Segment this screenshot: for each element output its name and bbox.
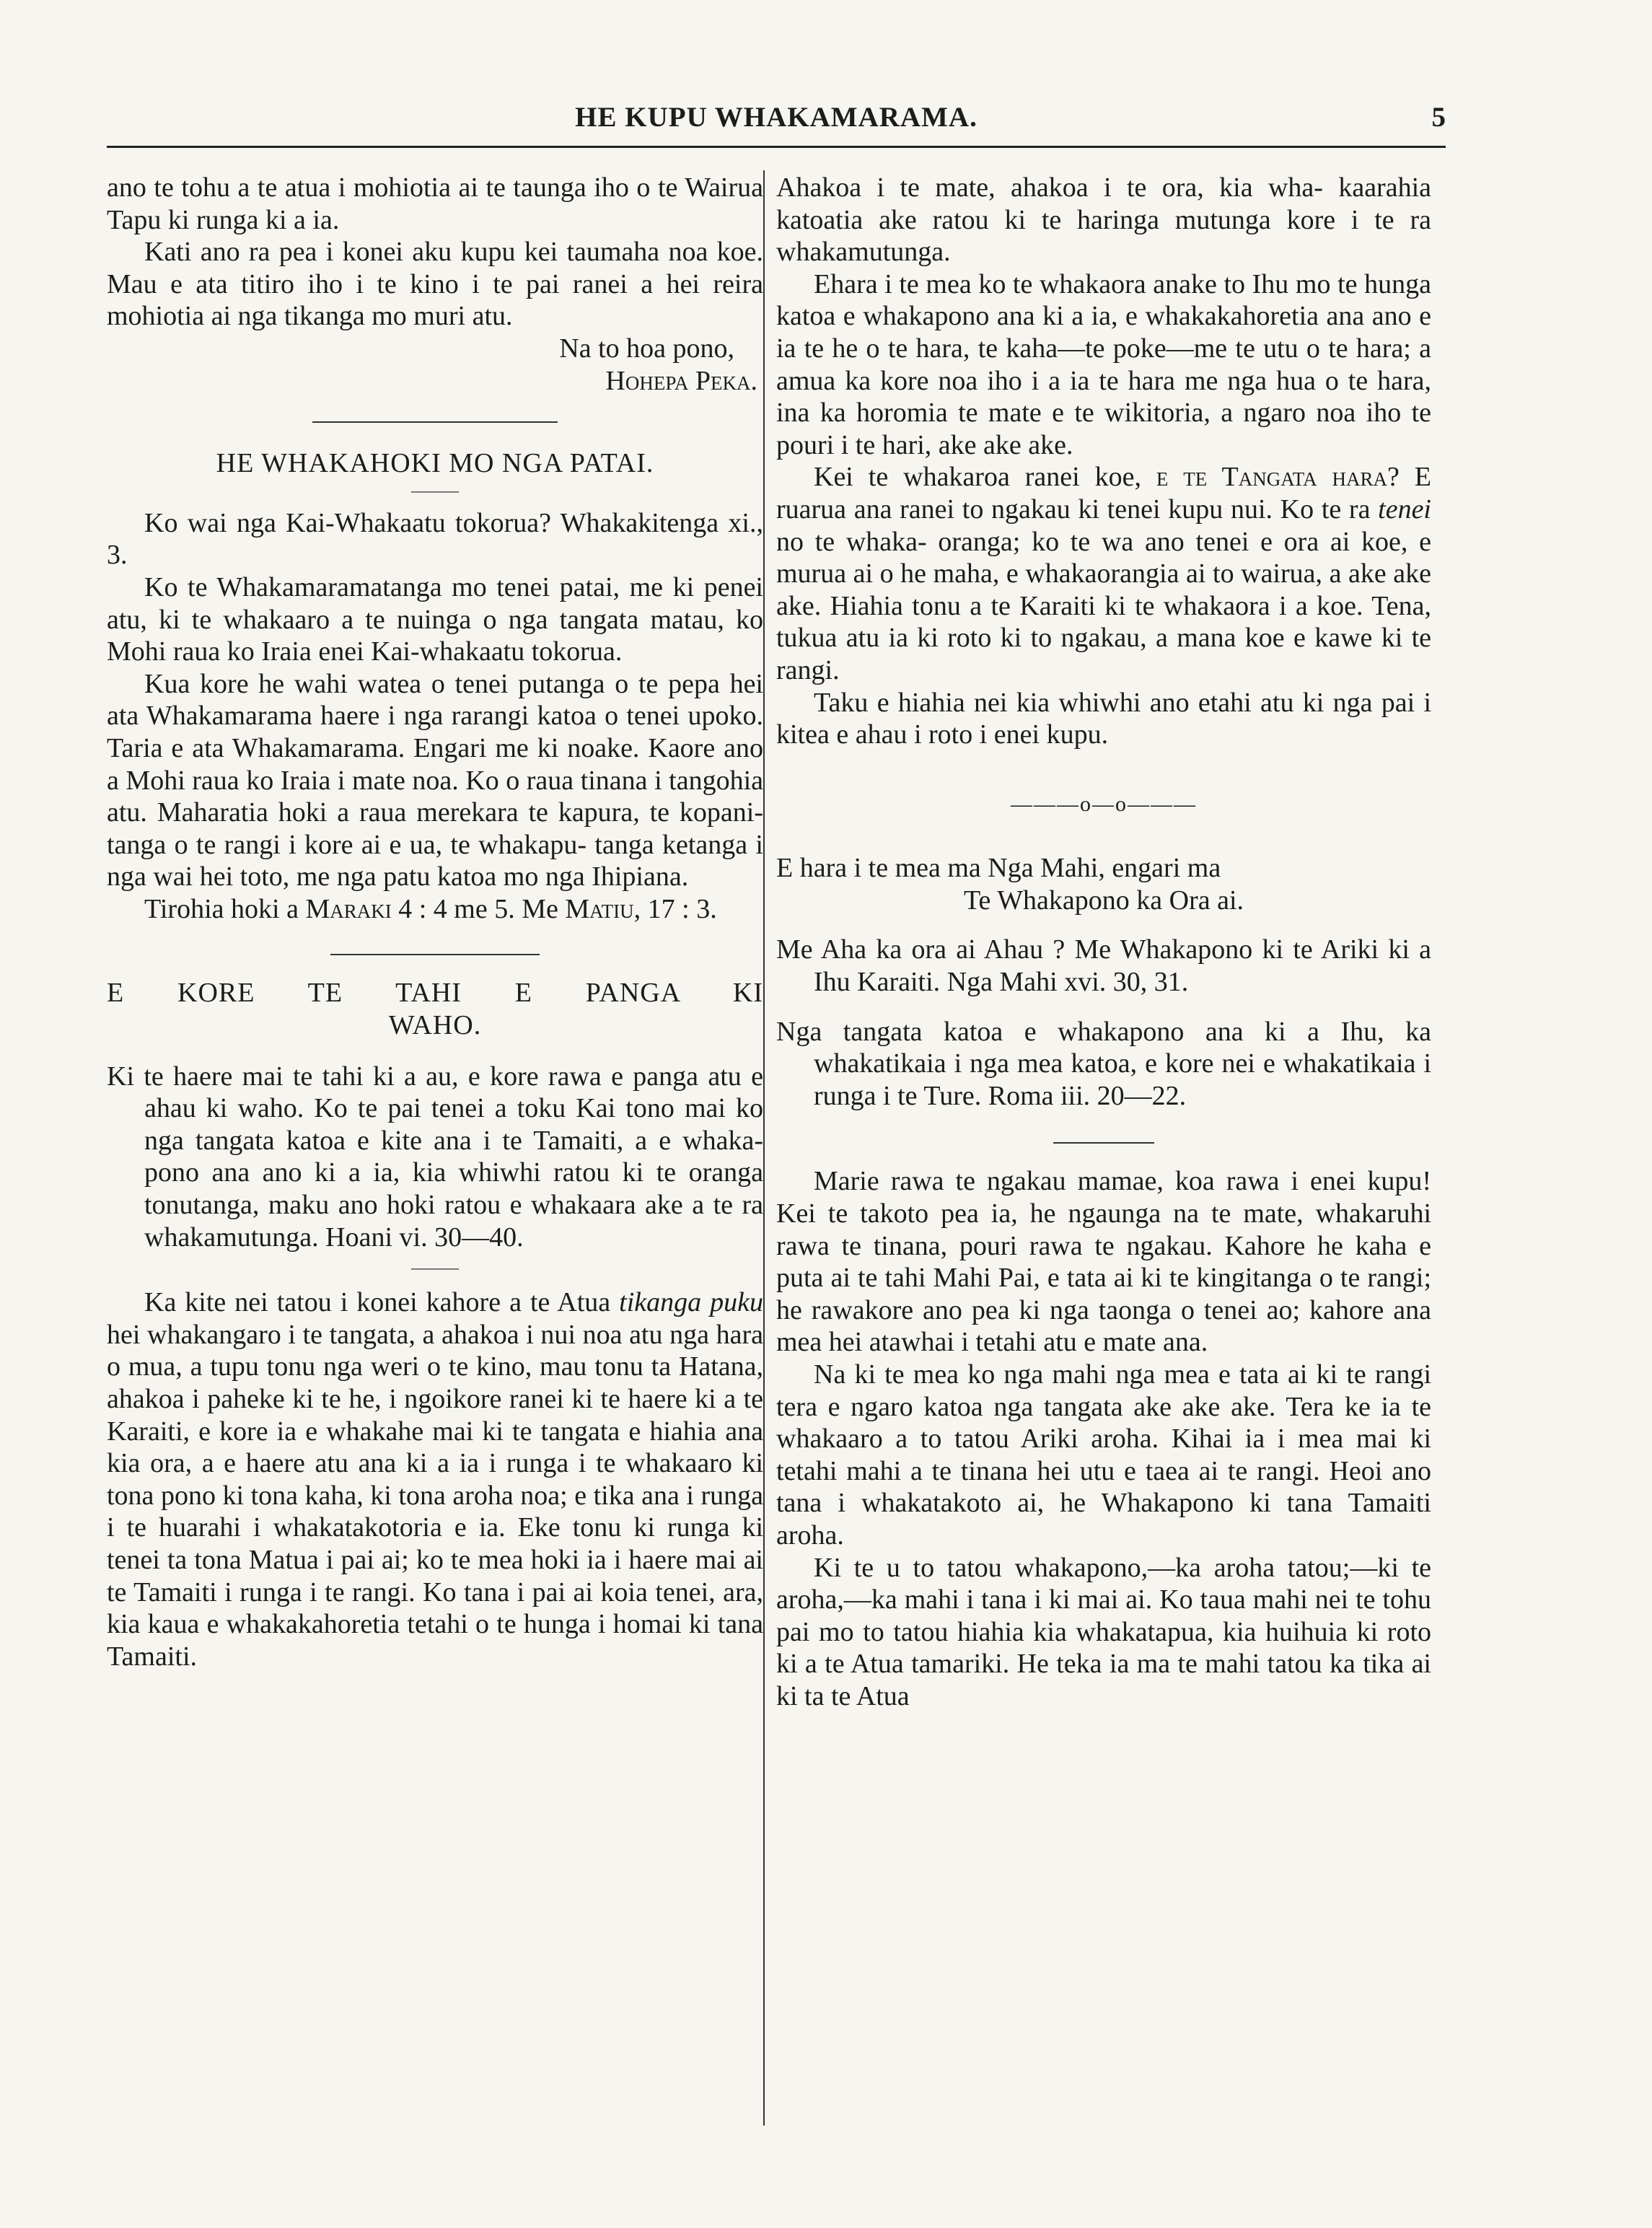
paragraph: Taku e hiahia nei kia whiwhi ano etahi atu ki nga pai i kitea e ahau i roto i enei kupu. (776, 687, 1431, 750)
right-column (776, 172, 1431, 1713)
section-heading: E KORE TE TAHI E PANGA KI WAHO. (107, 978, 763, 1041)
running-title: HE KUPU WHAKAMARAMA. (575, 102, 977, 133)
paragraph: Marie rawa te ngakau mamae, koa rawa i enei kupu! Kei te takoto pea ia, he ngaunga na te mate, whakaruhi rawa te tinana, pouri rawa te ngakau. Kahore he kaha e puta ai te tahi Mahi Pai, e tata ai ki te kingitanga o te rangi; he rawakore ano pea ki nga taonga o tenei ao; kahore ana mea hei atawhai i tetahi atu e mate ana. (776, 1166, 1432, 1358)
paragraph: Ahakoa i te mate, ahakoa i te ora, kia wha- kaarahia katoatia ake ratou ki te haringa mutunga kore i te ra whakamutunga. (776, 172, 1432, 268)
section-heading: HE WHAKAHOKI MO NGA PATAI. (216, 448, 654, 479)
closing: Na to hoa pono, (559, 333, 734, 364)
paragraph: Ki te u to tatou whakapono,—ka aroha tatou;—ki te aroha,—ka mahi i tana i ki mai ai. Ko taua mahi nei te tohu pai mo to tatou hiahia kia whakatapua, kia huihuia ki roto ki a te Atua tamariki. He teka ia ma te mahi tatou ka tika ai ki ta te Atua (776, 1552, 1432, 1711)
left-column (107, 172, 763, 1672)
dash-separator: ——— (411, 1258, 459, 1277)
section-rule (1053, 1142, 1154, 1144)
paragraph: Ko te Whakamaramatanga mo tenei patai, me ki penei atu, ki te whakaaro a te nuinga o nga tangata matau, ko Mohi raua ko Iraia enei Kai-whakaatu tokorua. (107, 571, 763, 667)
scripture-quote: Me Aha ka ora ai Ahau ? Me Whakapono ki te Ariki ki a Ihu Karaiti. Nga Mahi xvi. 30, 31. (776, 934, 1432, 998)
page-header (107, 95, 1446, 148)
paragraph: Na ki te mea ko nga mahi nga mea e tata ai ki te rangi tera e ngaro katoa nga tangata ake ake ake. Tera ke ia te whakaaro a to tatou Ariki aroha. Kihai ia i mea mai ki tetahi mahi a te tinana hei utu e taea ai te rangi. Heoi ano tana i whakatakoto ai, he Whakapono ki tana Tamaiti aroha. (776, 1359, 1432, 1551)
question: Ko wai nga Kai-Whakaatu tokorua? Whakakitenga xi., 3. (107, 507, 763, 571)
column-divider (763, 170, 765, 2126)
paragraph: Ehara i te mea ko te whakaora anake to Ihu mo te hunga katoa e whakapono ana ki a ia, e whakakahoretia ana ano e ia te he o te hara, te kaha—te poke—me te utu o te hara; a amua ka kore noa iho i a ia te hara me nga hua o te hara, ina ka horomia te mate e te wikitoria, a ngaro noa iho te pouri i te hari, ake ake ake. (776, 268, 1432, 460)
section-rule (330, 954, 540, 955)
paragraph: Kei te whakaroa ranei koe, e te Tangata hara? E ruarua ana ranei to ngakau ki tenei kupu nui. Ko te ra tenei no te whaka- oranga; ko te wa ano tenei e ora ai koe, e murua ai o he maha, e whakaorangia ai to wairua, a ake ake ake. Hiahia tonu a te Karaiti ki te whakaora i a koe. Tena, tukua atu ia ki roto ki to ngakau, a mana koe e kawe ki te rangi. (776, 462, 1432, 685)
section-rule (312, 421, 558, 423)
paragraph: Tirohia hoki a Maraki 4 : 4 me 5. Me Matiu, 17 : 3. (144, 893, 717, 924)
scripture-quote: Nga tangata katoa e whakapono ana ki a Ihu, ka whakatikaia i nga mea katoa, e kore nei e whakatikaia i runga i te Ture. Roma iii. 20—22. (776, 1016, 1432, 1111)
paragraph: Kati ano ra pea i konei aku kupu kei taumaha noa koe. Mau e ata titiro iho i te kino i te pai ranei a hei reira mohiotia ai nga tikanga mo muri atu. (107, 237, 764, 332)
signature: Hohepa Peka. (605, 365, 757, 396)
scripture-quote: Ki te haere mai te tahi ki a au, e kore rawa e panga atu e ahau ki waho. Ko te pai tenei a toku Kai tono mai ko nga tangata katoa e kite ana i te Tamaiti, a e whaka- pono ana ano ki a ia, kia whiwhi ratou ki te oranga tonutanga, maku ano hoki ratou e whakaara ake a te ra whakamutunga. Hoani vi. 30—40. (107, 1061, 764, 1253)
paragraph: Ka kite nei tatou i konei kahore a te Atua tikanga puku hei whakangaro i te tangata, a ahakoa i nui noa atu nga hara o mua, a tupu tonu nga weri o te kino, mau tonu ta Hatana, ahakoa i paheke ki te he, i ngoikore ranei ki te haere ki a te Karaiti, e kore ia e whakahe mai ki te tangata e hiahia ana kia ora, a e haere atu ana ki a ia i runga i te whakaaro ki tona pono ki tona kaha, ki tona aroha noa; e tika ana i runga i te huarahi i whakatakotoria e ia. Eke tonu ki runga ki tenei ta tona Matua i pai ai; ko te mea hoki ia i haere mai ai te Tamaiti i runga i te rangi. Ko tana i pai ai koia tenei, ara, kia kaua e whakakahoretia tetahi o te hunga i homai ki tana Tamaiti. (107, 1287, 764, 1672)
motto-line: Te Whakapono ka Ora ai. (963, 885, 1244, 916)
motto: E hara i te mea ma Nga Mahi, engari ma (776, 853, 1221, 884)
paragraph: ano te tohu a te atua i mohiotia ai te taunga iho o te Wairua Tapu ki runga ki a ia. (107, 172, 764, 235)
page-number: 5 (1431, 102, 1446, 133)
dash-separator: ——— (411, 481, 459, 499)
ornament-separator: ———o—o——— (1011, 791, 1197, 816)
paragraph: Kua kore he wahi watea o tenei putanga o te pepa hei ata Whakamarama haere i nga rarangi katoa o tenei upoko. Taria e ata Whakamarama. Engari me ki noake. Kaore ano a Mohi raua ko Iraia i mate noa. Ko o raua tinana i tangohia atu. Maharatia hoki a raua merekara te kapura, te kopani- tanga o te rangi i kore ai e ua, te whakapu- tanga ketanga i nga wai hei toto, me nga patu katoa mo nga Ihipiana. (107, 668, 764, 892)
